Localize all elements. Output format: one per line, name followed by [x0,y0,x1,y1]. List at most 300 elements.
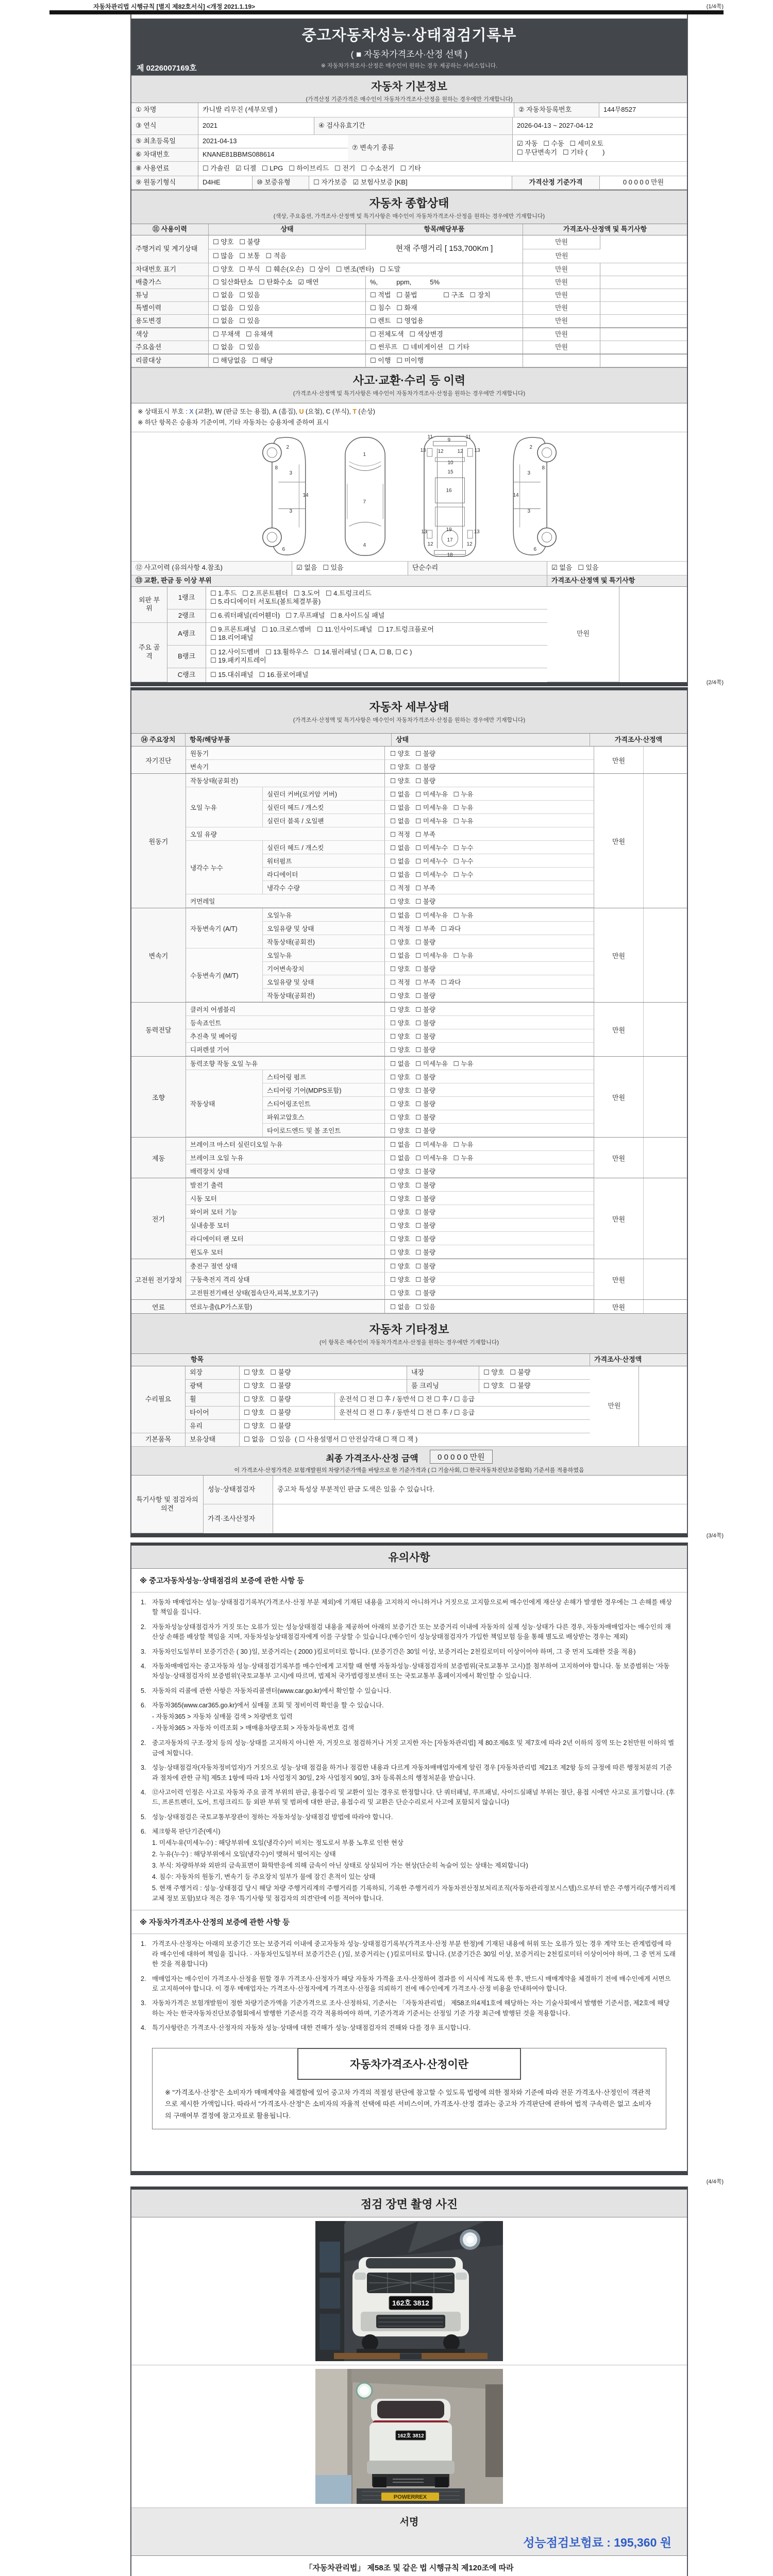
state-options[interactable]: ☐ 양호 ☐ 불량 [385,1232,594,1245]
row-label: 특별이력 [131,302,209,315]
state-options[interactable]: ☐ 양호 ☐ 불량 [240,1406,335,1420]
row-label: ⑫ 사고이력 (유의사항 4.참조) [131,562,292,575]
warranty-options[interactable]: ☐ 자가보증 ☑ 보험사보증 [KB] [309,176,512,190]
item-number: 3. [141,1648,146,1655]
item-label: 보유상태 [186,1433,240,1447]
note-cell [643,774,687,908]
state-options[interactable]: ☐ 양호 ☐ 불량 [385,1016,594,1029]
item-number: 1. [141,1599,146,1606]
price-cell: 만원 [594,1178,643,1259]
page-marker-1: (1/4쪽) [706,4,724,10]
basic-info-header [131,75,687,103]
note-cell [600,354,687,367]
group-label: 기본품목 [131,1433,186,1447]
item-label: 라디에이터 [263,868,385,881]
price-cell: 만원 [594,908,643,1002]
state-options[interactable]: ☐ 양호 ☐ 불량 [385,774,594,787]
rank-label: B랭크 [167,646,206,668]
legend-text: (부식), [330,408,353,415]
document-subtitle: ( ■ 자동차가격조사·산정 선택 ) [350,49,468,59]
inspection-period-value: 2026-04-13 ~ 2027-04-12 [513,117,687,135]
item-label: 실린더 커버(로커암 커버) [263,787,385,801]
row-label: 주행거리 및 계기상태 [131,235,209,263]
state-options[interactable]: ☐ 양호 ☐ 불량 [240,1420,590,1433]
exchange-rank-table [131,587,687,682]
detail-status-title: 자동차 세부상태 [369,701,449,714]
row-label: 차대번호 표기 [131,263,209,276]
note-cell [600,235,687,263]
price-cell: 만원 [523,276,600,289]
state-options[interactable]: ☐ 없음 ☐ 미세누유 ☐ 누유 [385,908,594,922]
rankB-options-2[interactable]: ☐ 19.패키지트레이 [210,656,266,664]
diagram-part-number: 2 [529,445,533,450]
state-options[interactable]: ☐ 없음 ☐ 미세누수 ☐ 누수 [385,854,594,868]
diagram-part-number: 7 [363,499,366,505]
row-label: 성능·상태점검자 [204,1476,273,1504]
rankA-options-2[interactable]: ☐ 18.리어패널 [210,634,254,641]
item-label: 내장 [407,1366,479,1380]
price-cell: 만원 [523,235,600,249]
emission-values[interactable]: %, ppm, 5% [366,276,523,289]
diagram-part-number: 6 [282,547,285,552]
special-history-options[interactable]: ☐ 없음 ☐ 있음 [209,302,366,315]
col-header: ⑭ 주요장치 [131,734,186,747]
fuel-options[interactable]: ☐ 가솔린 ☑ 디젤 ☐ LPG ☐ 하이브리드 ☐ 전기 ☐ 수소전기 ☐ 기타 [198,162,687,176]
notice-item: 성능·상태점검은 국토교통부장관이 정하는 자동차성능·상태점검 방법에 따라야 합니다. [152,1813,393,1821]
item-label: 외장 [186,1366,240,1380]
photo-row-rear [131,2365,687,2508]
state-options[interactable]: ☐ 양호 ☐ 불량 [385,989,594,1002]
rank2-options[interactable]: ☐ 6.쿼터패널(리어휀더) ☐ 7.루프패널 ☐ 8.사이드실 패널 [206,609,547,623]
state-options[interactable]: ☐ 양호 ☐ 불량 [385,1286,594,1299]
item-label: 실린더 헤드 / 개스킷 [263,801,385,814]
diagram-part-number: 12 [466,541,473,547]
diagram-part-number: 14 [303,493,309,498]
group-label: 조향 [131,1057,186,1137]
state-options[interactable]: ☐ 양호 ☐ 불량 [385,760,594,773]
item-label: 워터펌프 [263,854,385,868]
price-cell: 만원 [594,1259,643,1299]
symbol-dent: U [299,408,304,415]
state-options[interactable]: ☐ 양호 ☐ 불량 [240,1393,335,1406]
tuning-detail-options[interactable]: ☐ 적법 ☐ 불법 ☐ 구조 ☐ 장치 [366,289,523,302]
state-options[interactable]: ☐ 양호 ☐ 불량 [479,1366,590,1380]
notice-item: 성능·상태점검자(자동차정비업자)가 거짓으로 성능·상태 점검을 하거나 점검한 내용과 다르게 자동차매매업자에게 알린 경우 [자동차관리법 제21조 제2항 등의 규정에 따른 행정처분의 기준과 절차에 관한 규칙] 제5조 1항에 따라 1차 사업정지 30일, 2차 사업정지 90일, 3차 등록취소의 행정처분을 받습니다. [152,1764,673,1782]
detail-group-transmission [131,908,687,1003]
state-options[interactable]: ☐ 양호 ☐ 불량 [240,1380,407,1393]
state-options[interactable]: ☐ 양호 ☐ 불량 [385,1245,594,1259]
symbol-weld: W [215,408,222,415]
detail-group-brake [131,1138,687,1178]
item-label: 오일유량 및 상태 [263,975,385,989]
item-label: 룸 크리닝 [407,1380,479,1393]
diagram-part-number: 4 [363,543,366,548]
symbol-damage: T [352,408,357,415]
accident-history-row [131,562,687,575]
state-options[interactable]: ☐ 양호 ☐ 불량 [385,894,594,908]
basic-info-table [131,103,687,190]
item-label: 실린더 헤드 / 개스킷 [263,841,385,854]
item-number: 4. [141,1662,146,1670]
state-options[interactable]: ☐ 없음 ☐ 미세누유 ☐ 누유 [385,1151,594,1164]
item-number: 4. [141,1788,146,1796]
document-number: 제 0226007169호 [137,64,197,73]
other-info-col-header [131,1354,687,1366]
group-label: 외판 부위 [131,587,167,623]
photo-front [315,2221,503,2361]
detail-group-fuel [131,1300,687,1314]
item-label: 기어변속장치 [263,962,385,975]
col-header: 항목 [131,1354,590,1366]
row-label: 가격·조사산정자 [204,1504,273,1533]
group-label: 수리필요 [131,1366,186,1433]
detail-group-engine [131,774,687,908]
rankC-options[interactable]: ☐ 15.대쉬패널 ☐ 16.플로어패널 [210,670,309,679]
license-plate-rear: 162호 3812 [397,2433,424,2439]
item-number: 4. [141,2024,146,2031]
notice-body-2 [131,1934,687,2041]
item-label: 디퍼렌셜 기어 [186,1043,385,1056]
rank-label: 1랭크 [167,587,206,609]
note-cell [643,1138,687,1178]
item-label: 브레이크 오일 누유 [186,1151,385,1164]
section-page-4 [130,2187,688,2576]
note-cell [600,276,687,289]
main-option-detail-options[interactable]: ☐ 썬루프 ☐ 네비게이션 ☐ 기타 [366,341,523,354]
state-options[interactable]: ☐ 양호 ☐ 불량 [385,1029,594,1043]
state-options[interactable]: ☐ 양호 ☐ 불량 [385,1218,594,1232]
usage-change-detail-options[interactable]: ☐ 렌트 ☐ 영업용 [366,315,523,328]
legend-text: (교환), [193,408,216,415]
group-label: 동력전달 [131,1003,186,1056]
state-options[interactable]: ☐ 양호 ☐ 불량 [385,747,594,760]
notice-item: 체크항목 판단기준(예시) [152,1828,221,1835]
group-label: 자기진단 [131,747,186,773]
diagram-part-number: 13 [474,448,480,453]
field-label: ③ 연식 [131,117,198,135]
other-info-subtitle: (이 항목은 매수인이 자동차가격조사·산정을 원하는 경우에만 기재합니다) [319,1340,499,1346]
state-options[interactable]: ☐ 양호 ☐ 불량 [385,1003,594,1016]
price-cell: 만원 [590,1366,639,1447]
page-marker-4: (4/4쪽) [706,2179,724,2185]
notice-title: 유의사항 [131,1546,687,1569]
base-price-value: 0 0 0 0 0 만원 [600,176,687,190]
diagram-part-number: 12 [457,449,463,454]
photo-row-front [131,2217,687,2365]
legend-text: (요철), [304,408,326,415]
field-label: ① 차명 [131,103,198,117]
rank-label: C랭크 [167,668,206,682]
price-cell: 만원 [594,1138,643,1178]
notice-item: 특기사항란은 가격조사·산정자의 자동차 성능·상태에 대한 견해가 성능·상태점검자의 견해와 다를 경우 표시합니다. [152,2024,471,2031]
note-cell [639,1366,687,1447]
state-options[interactable]: ☐ 없음 ☐ 미세누유 ☐ 누유 [385,948,594,962]
diagram-part-number: 9 [447,437,451,443]
col-header: ⑪ 사용이력 [131,224,209,235]
item-label: 실내송풍 모터 [186,1218,385,1232]
item-label: 작동상태(공회전) [186,774,385,787]
item-label: 변속기 [186,760,385,773]
state-options[interactable]: ☐ 양호 ☐ 불량 [385,1205,594,1218]
page-marker-3: (3/4쪽) [706,1533,724,1539]
state-options[interactable]: ☐ 양호 ☐ 불량 [385,1070,594,1083]
diagram-part-number: 14 [513,493,519,498]
item-label: 오일유량 및 상태 [263,922,385,935]
document-note: ※ 자동차가격조사·산정은 매수인이 원하는 경우 제공하는 서비스입니다. [321,63,498,69]
note-cell [600,289,687,302]
item-label: 구동축전지 격리 상태 [186,1273,385,1286]
tuning-options[interactable]: ☐ 없음 ☐ 있음 [209,289,366,302]
price-appraisal-info-title: 자동차가격조사·산정이란 [297,2048,521,2080]
subgroup-label: 오일 누유 [186,787,263,827]
legend-note: ※ 하단 항목은 승용차 기준이며, 기타 자동차는 승용차에 준하여 표시 [138,419,329,427]
diagram-part-number: 8 [542,465,545,471]
diagram-part-number: 17 [447,537,453,543]
vin-marking-options[interactable]: ☐ 양호 ☐ 부식 ☐ 훼손(오손) ☐ 상이 ☐ 변조(변타) ☐ 도말 [209,263,523,276]
wheel-position-options[interactable]: 운전석 ☐ 전 ☐ 후 / 동반석 ☐ 전 ☐ 후 / ☐ 응급 [335,1393,590,1406]
section-page-3 [130,1543,688,2175]
field-label: ⑥ 차대번호 [131,148,198,162]
state-options[interactable]: ☐ 없음 ☐ 미세누유 ☐ 누유 [385,1057,594,1070]
notice-item: 가격조사·산정자는 아래의 보증기간 또는 보증거리 이내에 중고자동차 성능·상태점검기록부(가격조사·산정 부분 한정)에 기재된 내용에 허위 또는 오류가 있는 경우 계약 또는 관계법령에 따라 매수인에 대하여 책임을 집니다. · 자동차인도일부터 보증기간은 ( )일, 보증거리는 ( )킬로미터로 합니다. (보증기간은 30일 이상, 보증거리는 2천킬로미터 이상이어야 하며, 그 중 먼저 도래한 것을 적용합니다) [152,1940,676,1968]
diagram-part-number: 6 [533,547,537,552]
registration-number-value: 144무8527 [599,103,687,117]
price-appraisal-info-box [152,2048,666,2129]
state-options[interactable]: ☐ 없음 ☐ 미세누유 ☐ 누유 [385,787,594,801]
state-options[interactable]: ☐ 없음 ☐ 미세누수 ☐ 누수 [385,868,594,881]
item-label: 휠 [186,1393,240,1406]
col-header: 가격조사·산정액 및 특기사항 [523,224,687,235]
field-label: ⑤ 최초등록일 [131,135,198,148]
diagram-part-number: 13 [474,529,480,535]
note-cell [600,341,687,354]
diagram-part-number: 12 [427,541,433,547]
subgroup-label: 작동상태 [186,1070,263,1137]
state-options[interactable]: ☐ 양호 ☐ 불량 [385,935,594,948]
page-marker-2: (2/4쪽) [706,680,724,686]
item-label: 오일누유 [263,948,385,962]
other-info-table [131,1366,687,1447]
car-name-value: 카니발 리무진 (세부모델 ) [198,103,514,117]
notice-item: 자동차인도일부터 보증기간은 ( 30 )일, 보증거리는 ( 2000 )킬로미터로 합니다. (보증기간은 30일 이상, 보증거리는 2천킬로미터 이상이어야 하며, 그 중 먼저 도래한 것을 적용) [152,1648,636,1655]
rank1-options-2[interactable]: ☐ 5.라디에이터 서포트(볼트체결부품) [210,598,321,605]
state-options[interactable]: ☐ 없음 ☐ 미세누유 ☐ 누유 [385,801,594,814]
state-options[interactable]: ☐ 적정 ☐ 부족 ☐ 과다 [385,922,594,935]
legend-text: (손상) [356,408,375,415]
basic-info-title: 자동차 기본정보 [371,81,447,93]
lift-brand-label: POWERREX [393,2494,427,2500]
state-options[interactable]: ☐ 양호 ☐ 불량 [385,1110,594,1124]
state-options[interactable]: ☐ 없음 ☐ 미세누수 ☐ 누수 [385,841,594,854]
item-label: 오일 유량 [186,827,385,841]
final-price-label: 최종 가격조사·산정 금액 [326,1453,418,1464]
inspection-insurance-fee: 성능점검보험료 : 195,360 원 [523,2536,671,2549]
notice-item: 자동차 매매업자는 성능·상태점검기록부(가격조사·산정 부분 제외)에 기재된 내용을 고지하지 아니하거나 거짓으로 고지함으로써 매수인에게 재산상 손해가 발생한 경우에는 그 손해를 배상할 책임을 집니다. [152,1599,672,1616]
item-label: 라디에이터 팬 모터 [186,1232,385,1245]
color-detail-options[interactable]: ☐ 전체도색 ☐ 색상변경 [366,328,523,341]
item-number: 6. [141,1702,146,1709]
transmission-options-2[interactable]: ☐ 무단변속기 ☐ 기타 ( ) [517,148,605,156]
overall-status-title: 자동차 종합상태 [369,197,449,210]
diagram-part-number: 8 [275,465,278,471]
state-options[interactable]: ☐ 양호 ☐ 불량 [385,1273,594,1286]
item-label: 와이퍼 모터 기능 [186,1205,385,1218]
state-options[interactable]: ☐ 양호 ☐ 불량 [385,1083,594,1097]
row-label: 배출가스 [131,276,209,289]
state-options[interactable]: ☐ 양호 ☐ 불량 [385,1192,594,1205]
photo-rear [315,2369,503,2504]
symbol-exchange: X [189,408,194,415]
item-label: 작동상태(공회전) [263,935,385,948]
main-option-options[interactable]: ☐ 없음 ☐ 있음 [209,341,366,354]
recall-detail-options[interactable]: ☐ 이행 ☐ 미이행 [366,354,523,367]
rank1-options[interactable]: ☐ 1.후드 ☐ 2.프론트휀더 ☐ 3.도어 ☐ 4.트렁크리드 [210,589,372,597]
price-cell: 만원 [523,263,600,276]
item-label: 타이로드엔드 및 볼 조인트 [263,1124,385,1137]
price-cell: 만원 [594,1003,643,1056]
section-page-1 [130,14,688,686]
item-label: 윈도우 모터 [186,1245,385,1259]
row-label: 튜닝 [131,289,209,302]
notice-subitem: - 자동차365 > 자동차 이력조회 > 매매용차량조회 > 자동차등록번호 검색 [152,1724,355,1732]
item-number: 2. [141,1975,146,1982]
detail-group-steering [131,1057,687,1138]
odometer-state-options[interactable]: ☐ 양호 ☐ 불량 [209,235,366,249]
accident-history-title: 사고·교환·수리 등 이력 [352,374,466,387]
diagram-part-number: 12 [438,449,444,454]
item-number: 6. [141,1828,146,1835]
detail-group-self-diagnosis [131,747,687,774]
notice-subtitle-2: ※ 자동차가격조사·산정의 보증에 관한 사항 등 [131,1910,687,1934]
note-cell [643,1057,687,1137]
state-options[interactable]: ☐ 양호 ☐ 불량 [385,962,594,975]
first-registration-value: 2021-04-13 [198,135,348,148]
price-cell [523,354,600,367]
mileage-amount-options[interactable]: ☐ 많음 ☐ 보통 ☐ 적음 [209,249,366,263]
item-label: 스티어링조인트 [263,1097,385,1110]
diagram-part-number: 18 [447,552,453,558]
state-options[interactable]: ☐ 적정 ☐ 부족 [385,881,594,894]
other-info-header [131,1314,687,1354]
notice-subitem: 1. 미세누유(미세누수) : 해당부위에 오일(냉각수)이 비치는 정도로서 부품 노후로 인한 현상 [152,1839,404,1847]
state-options[interactable]: ☐ 양호 ☐ 불량 [385,1164,594,1178]
item-label: 스티어링 기어(MDPS포함) [263,1083,385,1097]
note-cell [643,1259,687,1299]
symbol-corrosion: C [326,408,331,415]
field-label: ⑧ 사용연료 [131,162,198,176]
price-cell: 만원 [547,587,619,682]
diagram-part-number: 10 [447,460,453,466]
subgroup-label: 냉각수 누수 [186,841,263,894]
detail-group-electric [131,1178,687,1259]
simple-repair-options[interactable]: ☑ 없음 ☐ 있음 [547,562,687,575]
state-options[interactable]: ☐ 없음 ☐ 미세누유 ☐ 누유 [385,1138,594,1151]
usage-change-options[interactable]: ☐ 없음 ☐ 있음 [209,315,366,328]
state-options[interactable]: ☐ 양호 ☐ 불량 [385,1043,594,1056]
color-options[interactable]: ☐ 무채색 ☐ 유채색 [209,328,366,341]
emission-options[interactable]: ☐ 일산화탄소 ☐ 탄화수소 ☑ 매연 [209,276,366,289]
accident-options[interactable]: ☑ 없음 ☐ 있음 [292,562,408,575]
diagram-part-number: 16 [446,488,452,494]
vehicle-damage-diagrams [131,432,687,562]
notice-item: 자동차의 리콜에 관한 사항은 자동차리콜센터(www.car.go.kr)에서 확인할 수 있습니다. [152,1687,392,1694]
item-number: 1. [141,1940,146,1948]
item-label: 브레이크 마스터 실린더오일 누유 [186,1138,385,1151]
special-history-detail-options[interactable]: ☐ 침수 ☐ 화재 [366,302,523,315]
state-options[interactable]: ☐ 없음 ☐ 있음 [385,1300,594,1313]
diagram-part-number: 11 [427,434,433,440]
state-options[interactable]: ☐ 양호 ☐ 불량 [385,1178,594,1192]
document-title: 중고자동차성능·상태점검기록부 [301,27,517,44]
recall-options[interactable]: ☐ 해당없음 ☐ 해당 [209,354,366,367]
col-header: 상태 [392,734,590,747]
field-label: 가격산정 기준가격 [512,176,600,190]
group-label: 고전원 전기장치 [131,1259,186,1299]
state-options[interactable]: ☐ 적정 ☐ 부족 ☐ 과다 [385,975,594,989]
tire-position-options[interactable]: 운전석 ☐ 전 ☐ 후 / 동반석 ☐ 전 ☐ 후 / ☐ 응급 [335,1406,590,1420]
state-options[interactable]: ☐ 양호 ☐ 불량 [385,1259,594,1273]
exchange-header-row [131,575,687,587]
row-label: 주요옵션 [131,341,209,354]
item-label: 고전원전기배선 상태(접속단자,피복,보호기구) [186,1286,385,1299]
group-label: 원동기 [131,774,186,908]
signature-band [131,2508,687,2556]
diagram-part-number: 13 [421,529,427,535]
price-appraisal-info-body: ※ "가격조사·산정"은 소비자가 매매계약을 체결함에 있어 중고차 가격의 적절성 판단에 참고할 수 있도록 법령에 의한 절차와 기준에 따라 전문 가격조사·산정인이 객관적으로 제시한 가액입니다. 따라서 "가격조사·산정"은 소비자의 자율적 선택에 따른 서비스이며, 가격조사·산정 결과는 중고차 가격판단에 관하여 법적 구속력은 없고 소비자의 구매여부 결정에 참고자료로 활용됩니다. [165,2089,652,2120]
diagram-top-view [335,433,395,560]
price-cell: 만원 [594,747,643,773]
diagram-part-number: 3 [289,509,293,514]
note-cell [643,1178,687,1259]
group-label: 연료 [131,1300,186,1313]
notice-subitem: 2. 누유(누수) : 해당부위에서 오일(냉각수)이 맺혀서 떨어지는 상태 [152,1851,336,1858]
item-label: 유리 [186,1420,240,1433]
basic-items-options[interactable]: ☐ 없음 ☐ 있음 ( ☐ 사용설명서 ☐ 안전삼각대 ☐ 잭 ☐ 잭 ) [240,1433,590,1447]
item-label: 배력장치 상태 [186,1164,385,1178]
rankA-options[interactable]: ☐ 9.프론트패널 ☐ 10.크로스멤버 ☐ 11.인사이드패널 ☐ 17.트렁크플로어 [210,625,434,633]
overall-status-subtitle: (색상, 주요옵션, 가격조사·산정액 및 특기사항은 매수인이 자동차가격조사·산정을 원하는 경우에만 기재합니다) [273,213,545,219]
diagram-part-number: 11 [465,434,471,440]
final-price-value: 0 0 0 0 0 만원 [430,1450,493,1464]
state-options[interactable]: ☐ 양호 ☐ 불량 [240,1366,407,1380]
state-options[interactable]: ☐ 양호 ☐ 불량 [385,1124,594,1137]
notice-item: 자동차365(www.car365.go.kr)에서 실매물 조회 및 정비이력 확인을 할 수 있습니다. [152,1702,384,1709]
notice-subitem: 3. 부식: 차량하부와 외판의 금속표면이 화학반응에 의해 금속이 아닌 상태로 상실되어 가는 현상(단순히 녹슬어 있는 상태는 제외합니다) [152,1862,528,1870]
detail-status-header [131,690,687,734]
section-page-2 [130,687,688,1537]
field-label: ⑦ 변속기 종류 [348,135,513,162]
state-options[interactable]: ☐ 적정 ☐ 부족 [385,827,594,841]
group-label: 주요 골격 [131,623,167,682]
state-options[interactable]: ☐ 양호 ☐ 불량 [479,1380,590,1393]
row-label: 용도변경 [131,315,209,328]
item-number: 2. [141,1623,146,1631]
license-plate-front: 162호 3812 [392,2299,429,2307]
diagram-side-right [505,433,559,560]
transmission-options-1[interactable]: ☑ 자동 ☐ 수동 ☐ 세미오토 [517,140,603,148]
signature-title: 서명 [399,2517,419,2528]
state-options[interactable]: ☐ 없음 ☐ 미세누유 ☐ 누유 [385,814,594,827]
item-label: 실린더 블록 / 오일팬 [263,814,385,827]
state-options[interactable]: ☐ 양호 ☐ 불량 [385,1097,594,1110]
diagram-part-number: 3 [527,509,531,514]
item-label: 타이어 [186,1406,240,1420]
diagram-part-number: 2 [286,445,290,450]
item-label: 광택 [186,1380,240,1393]
legend-text: (판금 또는 용접), [222,408,273,415]
engine-type-value: D4HE [198,176,253,190]
rankB-options[interactable]: ☐ 12.사이드멤버 ☐ 13.휠하우스 ☐ 14.필러패널 ( ☐ A, ☐ B, ☐ C ) [210,648,412,656]
